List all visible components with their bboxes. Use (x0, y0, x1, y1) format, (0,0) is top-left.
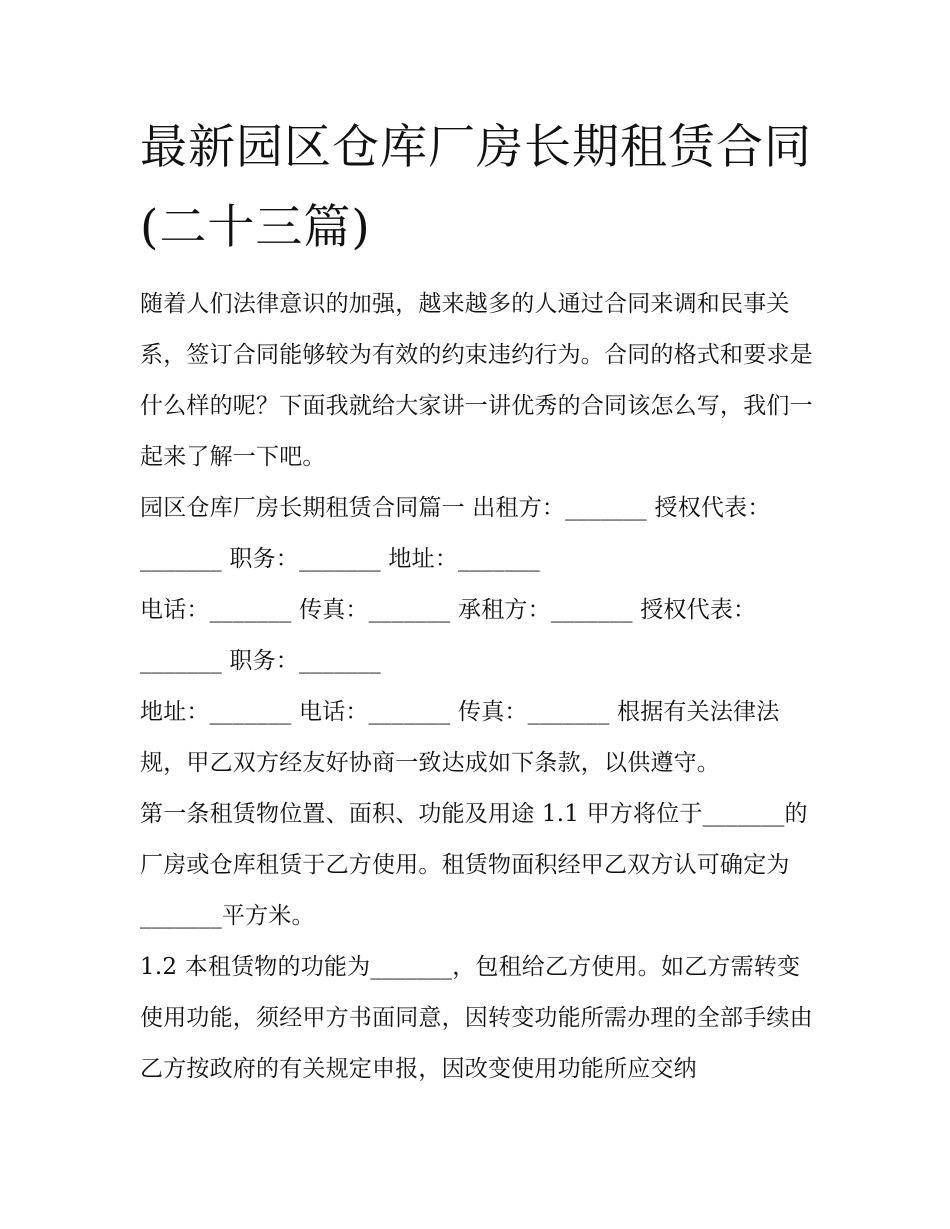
document-title: 最新园区仓库厂房长期租赁合同(二十三篇) (140, 120, 812, 255)
intro-paragraph: 随着人们法律意识的加强，越来越多的人通过合同来调和民事关系，签订合同能够较为有效的约束违约行为。合同的格式和要求是什么样的呢？下面我就给大家讲一讲优秀的合同该怎么写，我们一起来了解一下吧。 (140, 291, 813, 470)
lessee-info-paragraph: 电话：_______ 传真：_______ 承租方：_______ 授权代表：_______ 职务：_______ (140, 597, 757, 674)
agreement-paragraph: 地址：_______ 电话：_______ 传真：_______ 根据有关法律法规，甲乙双方经友好协商一致达成如下条款，以供遵守。 (140, 699, 780, 776)
clause-1-2-paragraph: 1.2 本租赁物的功能为_______，包租给乙方使用。如乙方需转变使用功能，须经甲方书面同意，因转变功能所需办理的全部手续由乙方按政府的有关规定申报，因改变使用功能所应交纳 (140, 954, 813, 1082)
clause-1-1-paragraph: 第一条租赁物位置、面积、功能及用途 1.1 甲方将位于_______的厂房或仓库租赁于乙方使用。租赁物面积经甲乙双方认可确定为_______平方米。 (140, 801, 808, 929)
lessor-info-paragraph: 园区仓库厂房长期租赁合同篇一 出租方：_______ 授权代表：_______ 职务：_______ 地址：_______ (140, 495, 771, 572)
document-page (140, 108, 820, 1095)
